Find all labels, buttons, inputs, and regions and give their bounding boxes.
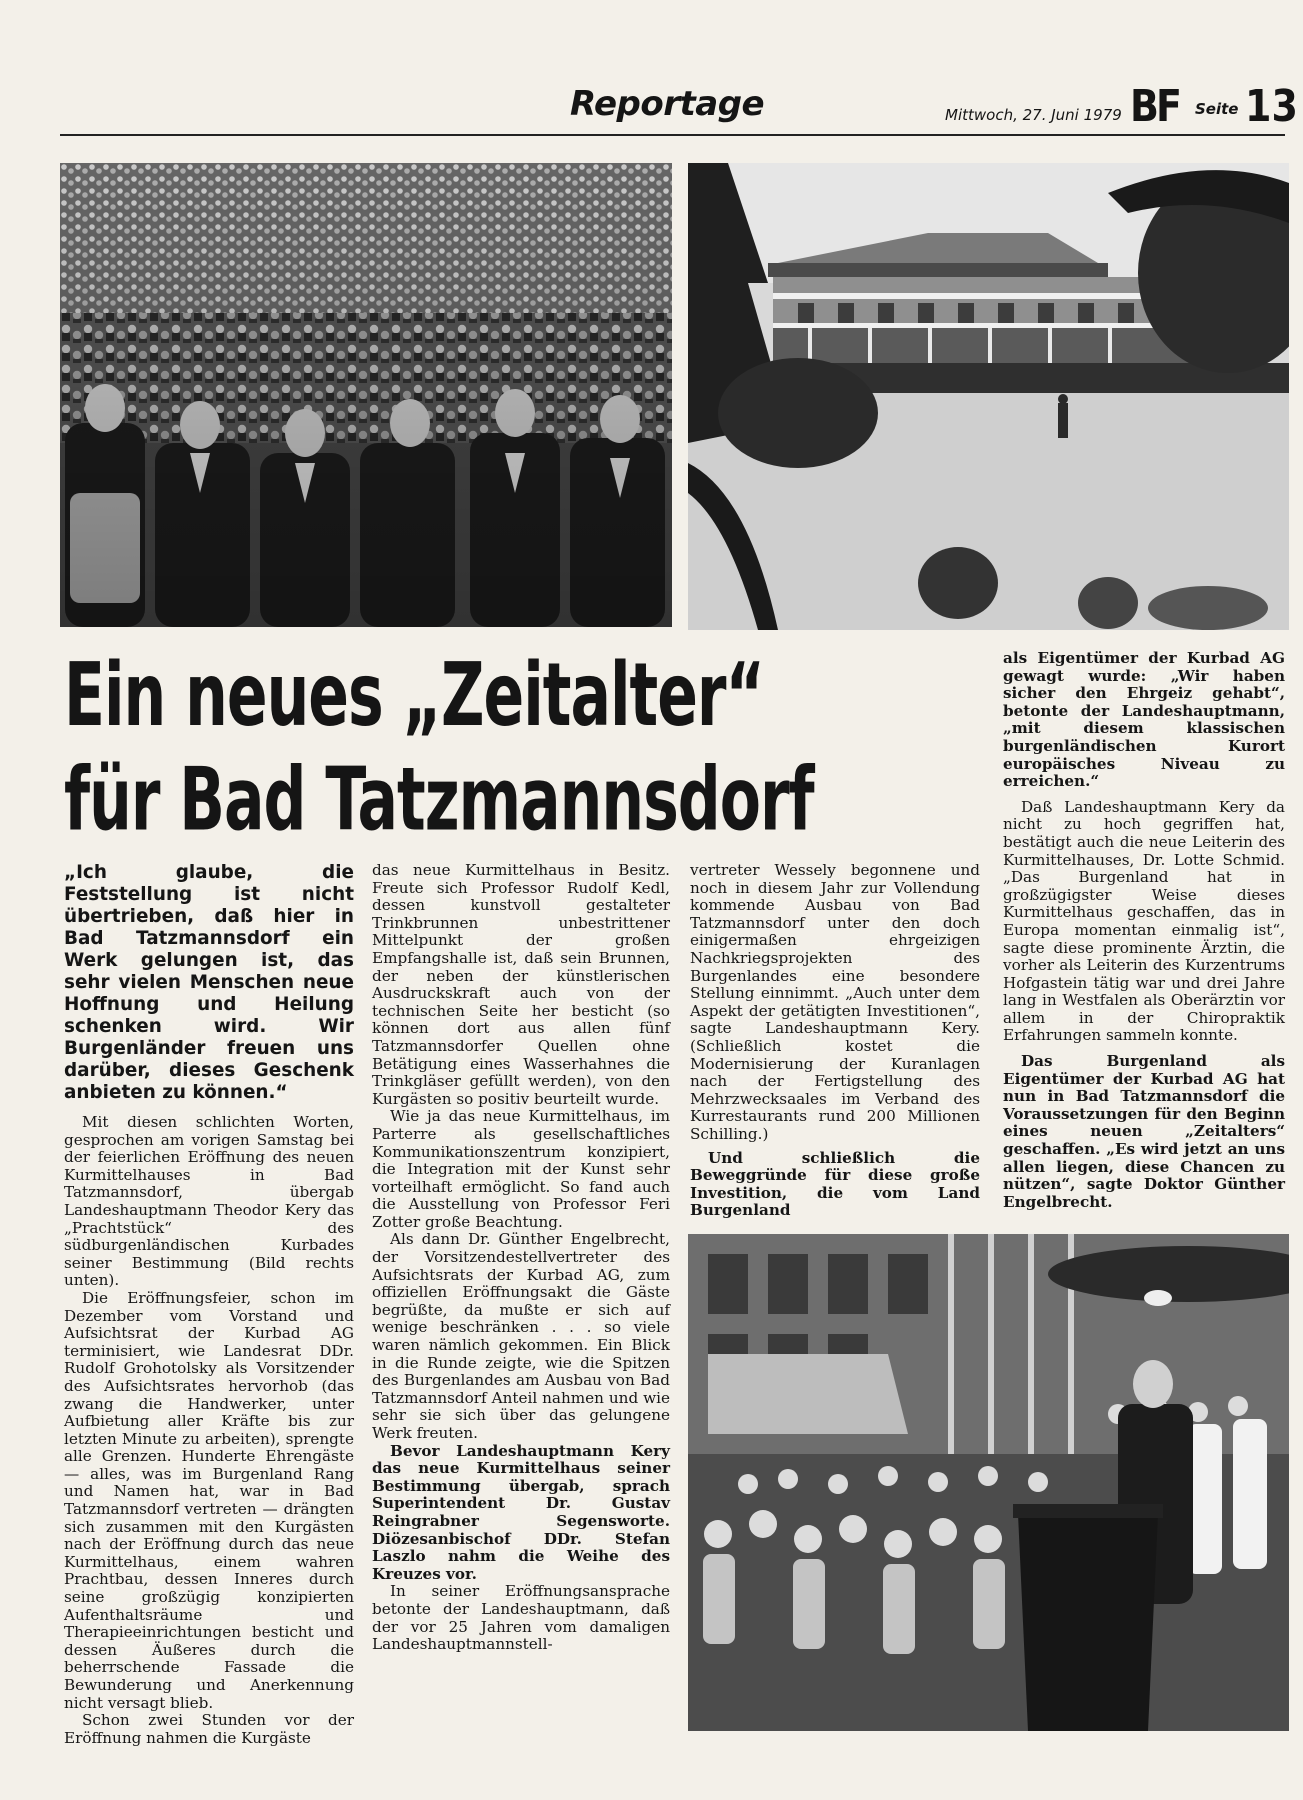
paragraph: Als dann Dr. Günther Engelbrecht, der Vorsitzendestellvertreter des Aufsichtsrats der Kurbad AG, zum offiziellen Eröffnungsakt die Gäste begrüßte, da mußte er sich auf wenige beschränken . . . so viele waren nämlich gekommen. Ein Blick in die Runde zeigte, wie die Spitzen des Burgenlandes am Ausbau von Bad Tatzmannsdorf Anteil nahmen und wie sehr sie sich über das gelungene Werk freuten.: [372, 1230, 670, 1442]
paragraph-bold: Und schließlich die Beweggründe für diese große Investition, die vom Land Burgenland: [690, 1148, 980, 1220]
paragraph: Wie ja das neue Kurmittelhaus, im Parterre als gesellschaftliches Kommunikationszentrum konzipiert, die Integration mit der Kunst sehr vorteilhaft ermöglicht. So fand auch die Ausstellung von Professor Feri Zotter große Beachtung.: [372, 1107, 670, 1231]
paragraph-bold: als Eigentümer der Kurbad AG gewagt wurde: „Wir haben sicher den Ehrgeiz gehabt“, betonte der Landeshauptmann, „mit diesem klassischen burgenländischen Kurort europäisches Niveau zu erreichen.“: [1003, 649, 1285, 791]
kurmittelhaus-building-photo: [688, 163, 1289, 630]
headline-line-2: für Bad Tatzmannsdorf: [64, 749, 814, 852]
paragraph: Daß Landeshauptmann Kery da nicht zu hoch gegriffen hat, bestätigt auch die neue Leiterin des Kurmittelhauses, Dr. Lotte Schmid. „Das Burgenland hat in großzügigster Weise dieses Kurmittelhaus geschaffen, das in Europa momentan einmalig ist“, sagte diese prominente Ärztin, die vorher als Leiterin des Kurzentrums Hofgastein tätig war und drei Jahre lang in Westfalen als Oberärztin vor allem in der Chiropraktik Erfahrungen sammeln konnte.: [1003, 797, 1285, 1045]
opening-speech-photo: [688, 1234, 1289, 1731]
paragraph-bold: Bevor Landeshauptmann Kery das neue Kurmittelhaus seiner Bestimmung übergab, sprach Superintendent Dr. Gustav Reingrabner Segensworte. Diözesanbischof DDr. Stefan Laszlo nahm die Weihe des Kreuzes vor.: [372, 1441, 670, 1583]
headline-line-1: Ein neues „Zeitalter“: [64, 645, 764, 747]
article-column-4: [1003, 650, 1285, 1211]
lead-quote: „Ich glaube, die Feststellung ist nicht übertrieben, daß hier in Bad Tatzmannsdorf ein Werk gelungen ist, das sehr vielen Menschen neue Hoffnung und Heilung schenken wird. Wir Burgenländer freuen uns darüber, dieses Geschenk anbieten zu können.“: [64, 862, 354, 1103]
article-column-3: [690, 862, 980, 1220]
paragraph: vertreter Wessely begonnene und noch in diesem Jahr zur Vollendung kommende Ausbau von Bad Tatzmannsdorf unter den doch einigermaßen ehrgeizigen Nachkriegsprojekten des Burgenlandes eine besondere Stellung einnimmt. „Auch unter dem Aspekt der getätigten Investitionen“, sagte Landeshauptmann Kery. (Schließlich kostet die Modernisierung der Kuranlagen nach der Fertigstellung des Mehrzwecksaales im Verband des Kurrestaurants rund 200 Millionen Schilling.): [690, 861, 980, 1143]
page-label: Seite: [1195, 100, 1239, 118]
paragraph: Die Eröffnungsfeier, schon im Dezember vom Vorstand und Aufsichtsrat der Kurbad AG terminisiert, wie Landesrat DDr. Rudolf Grohotolsky als Vorsitzender des Aufsichtsrates hervorhob (das zwang die Handwerker, unter Aufbietung aller Kräfte bis zur letzten Minute zu arbeiten), sprengte alle Grenzen. Hunderte Ehrengäste — alles, was im Burgenland Rang und Namen hat, war in Bad Tatzmannsdorf vertreten — drängten sich zusammen mit den Kurgästen nach der Eröffnung durch das neue Kurmittelhaus, einem wahren Prachtbau, dessen Inneres durch seine großzügig konzipierten Aufenthaltsräume und Therapieeinrichtungen besticht und dessen Äußeres durch die beherrschende Fassade die Bewunderung und Anerkennung nicht versagt blieb.: [64, 1288, 354, 1712]
page-header: [60, 80, 1298, 136]
audience-photo: [60, 163, 672, 627]
issue-date: Mittwoch, 27. Juni 1979: [945, 106, 1122, 124]
page-number: 13: [1245, 80, 1298, 132]
header-divider: [60, 134, 1285, 136]
article-column-2: [372, 862, 670, 1654]
paragraph: In seiner Eröffnungsansprache betonte der Landeshauptmann, daß der vor 25 Jahren vom damaligen Landeshauptmannstell-: [372, 1582, 670, 1654]
paragraph: das neue Kurmittelhaus in Besitz. Freute sich Professor Rudolf Kedl, dessen kunstvoll gestalteter Trinkbrunnen unbestrittener Mittelpunkt der großen Empfangshalle ist, daß sein Brunnen, der neben der künstlerischen Ausdruckskraft auch von der technischen Seite her besticht (so können dort aus allen fünf Tatzmannsdorfer Quellen ohne Betätigung eines Wasserhahnes die Trinkgläser gefüllt werden), von den Kurgästen so positiv beurteilt wurde.: [372, 861, 670, 1108]
paragraph: Schon zwei Stunden vor der Eröffnung nahmen die Kurgäste: [64, 1711, 354, 1747]
paragraph-bold: Das Burgenland als Eigentümer der Kurbad AG hat nun in Bad Tatzmannsdorf die Voraussetzungen für den Beginn eines neuen „Zeitalters“ geschaffen. „Es wird jetzt an uns allen liegen, diese Chancen zu nützen“, sagte Doktor Günther Engelbrecht.: [1003, 1052, 1285, 1211]
paragraph: Mit diesen schlichten Worten, gesprochen am vorigen Samstag bei der feierlichen Eröffnung des neuen Kurmittelhauses in Bad Tatzmannsdorf, übergab Landeshauptmann Theodor Kery das „Prachtstück“ des südburgenländischen Kurbades seiner Bestimmung (Bild rechts unten).: [64, 1113, 354, 1290]
article-column-1: [64, 862, 354, 1747]
section-title: Reportage: [570, 84, 765, 124]
article-headline: [64, 644, 964, 853]
newspaper-logo: BF: [1130, 80, 1179, 132]
